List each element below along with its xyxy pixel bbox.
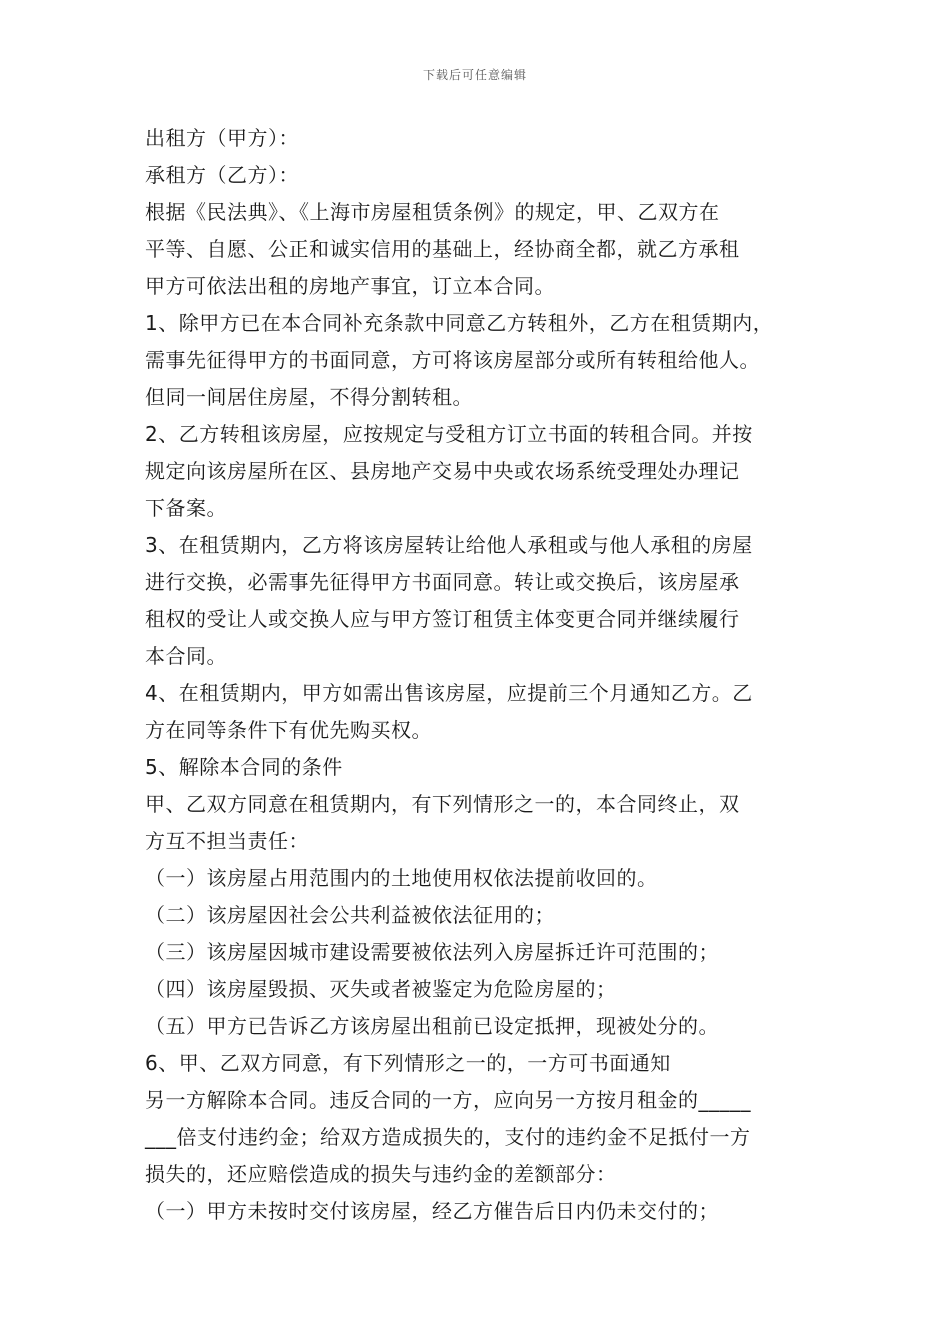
paragraph-line: 平等、自愿、公正和诚实信用的基础上，经协商全都，就乙方承租: [145, 237, 740, 261]
clause-1-line: 1、除甲方已在本合同补充条款中同意乙方转租外，乙方在租赁期内，: [145, 311, 774, 335]
clause-3-line: 进行交换，必需事先征得甲方书面同意。转让或交换后，该房屋承: [145, 570, 740, 594]
clause-3-line: 租权的受让人或交换人应与甲方签订租赁主体变更合同并继续履行: [145, 607, 740, 631]
clause-1-line: 需事先征得甲方的书面同意，方可将该房屋部分或所有转租给他人。: [145, 348, 760, 372]
clause-5-item: （一）该房屋占用范围内的土地使用权依法提前收回的。: [145, 866, 658, 890]
clause-5-item: （四）该房屋毁损、灭失或者被鉴定为危险房屋的；: [145, 977, 617, 1001]
clause-2-line: 2、乙方转租该房屋，应按规定与受租方订立书面的转租合同。并按: [145, 422, 753, 446]
clause-5-line: 甲、乙双方同意在租赁期内，有下列情形之一的，本合同终止，双: [145, 792, 740, 816]
clause-5-item: （二）该房屋因社会公共利益被依法征用的；: [145, 903, 555, 927]
clause-6-item: （一）甲方未按时交付该房屋，经乙方催告后日内仍未交付的；: [145, 1199, 719, 1223]
line-tenant-party-a: 出租方（甲方）：: [145, 126, 299, 150]
clause-3-line: 3、在租赁期内，乙方将该房屋转让给他人承租或与他人承租的房屋: [145, 533, 753, 557]
clause-5-heading: 5、解除本合同的条件: [145, 755, 343, 779]
clause-4-line: 4、在租赁期内，甲方如需出售该房屋，应提前三个月通知乙方。乙: [145, 681, 753, 705]
clause-2-line: 下备案。: [145, 496, 227, 520]
clause-6-line: 损失的，还应赔偿造成的损失与违约金的差额部分：: [145, 1162, 617, 1186]
contract-body: [145, 120, 825, 1230]
clause-5-item: （五）甲方已告诉乙方该房屋出租前已设定抵押，现被处分的。: [145, 1014, 719, 1038]
clause-1-line: 但同一间居住房屋，不得分割转租。: [145, 385, 473, 409]
clause-4-line: 方在同等条件下有优先购买权。: [145, 718, 432, 742]
clause-3-line: 本合同。: [145, 644, 227, 668]
clause-5-line: 方互不担当责任：: [145, 829, 309, 853]
clause-5-item: （三）该房屋因城市建设需要被依法列入房屋拆迁许可范围的；: [145, 940, 719, 964]
paragraph-line: 根据《民法典》、《上海市房屋租赁条例》的规定，甲、乙双方在: [145, 200, 720, 224]
clause-6-line: 另一方解除本合同。违反合同的一方，应向另一方按月租金的_____: [145, 1088, 751, 1112]
clause-6-line: 6、甲、乙双方同意，有下列情形之一的，一方可书面通知: [145, 1051, 671, 1075]
clause-2-line: 规定向该房屋所在区、县房地产交易中央或农场系统受理处办理记: [145, 459, 740, 483]
line-tenant-party-b: 承租方（乙方）：: [145, 163, 299, 187]
paragraph-line: 甲方可依法出租的房地产事宜，订立本合同。: [145, 274, 555, 298]
header-note: 下载后可任意编辑: [422, 68, 527, 82]
clause-6-line: ___倍支付违约金；给双方造成损失的，支付的违约金不足抵付一方: [145, 1125, 751, 1149]
